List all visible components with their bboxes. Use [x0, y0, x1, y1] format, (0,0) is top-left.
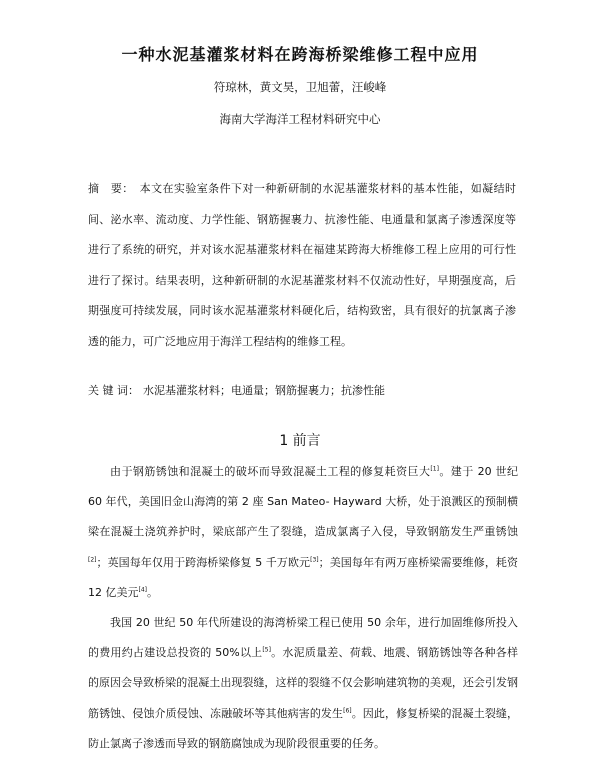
paragraph-1 [88, 457, 518, 608]
citation-3: [3] [310, 555, 319, 563]
paragraph-1-text-c: ；英国每年仅用于跨海桥梁修复 5 千万欧元 [96, 555, 311, 569]
paragraph-1-text-e: 。 [147, 585, 158, 599]
keywords-text: 水泥基灌浆材料；电通量；钢筋握裹力；抗渗性能 [143, 384, 385, 397]
abstract-label: 摘 要： [88, 182, 134, 195]
paragraph-1-text-a: 由于钢筋锈蚀和混凝土的破坏而导致混凝土工程的修复耗资巨大 [110, 465, 431, 478]
paragraph-2-text-b: 。水泥质量差、荷载、地震、钢筋锈蚀等各种各样的原因会导致桥梁的混凝土出现裂缝，这样的裂缝不仅会影响建筑物的美观，还会引发钢筋锈蚀、侵蚀介质侵蚀、冻融破坏等其他病害的发生 [88, 646, 519, 720]
paragraph-2 [88, 608, 518, 759]
affiliation: 海南大学海洋工程材料研究中心 [219, 112, 381, 126]
paragraph-2-text-c: 。因此，修复桥梁的混凝土裂缝，防止氯离子渗透而导致的钢筋腐蚀成为现阶段很重要的任务。 [88, 706, 519, 750]
abstract [88, 174, 516, 357]
citation-6: [6] [343, 706, 352, 714]
citation-1: [1] [430, 465, 439, 473]
section-heading: 1 前言 [279, 433, 321, 449]
section-body [88, 457, 518, 759]
keywords [88, 381, 518, 401]
keywords-label: 关 键 词： [88, 384, 139, 397]
paper-title: 一种水泥基灌浆材料在跨海桥梁维修工程中应用 [121, 45, 479, 64]
citation-2: [2] [88, 555, 97, 563]
paragraph-1-text-b: 。建于 20 世纪 60 年代，美国旧金山海湾的第 2 座 San Mateo- Hayward 大桥，处于浪溅区的预制横梁在混凝土浇筑养护时，梁底部产生了裂缝，造成氯离子入侵，导致钢筋发生严重锈蚀 [88, 465, 518, 539]
paragraph-1-text-d: ；美国每年有两万座桥梁需要维修，耗资 12 亿美元 [88, 555, 519, 599]
author-list: 符琼林，黄文昊，卫旭蕾，汪峻峰 [213, 80, 387, 94]
paragraph-2-text-a: 我国 20 世纪 50 年代所建设的海湾桥梁工程已使用 50 余年，进行加固维修所投入的费用约占建设总投资的 50%以上 [88, 616, 518, 660]
abstract-text: 本文在实验室条件下对一种新研制的水泥基灌浆材料的基本性能，如凝结时间、泌水率、流动度、力学性能、钢筋握裹力、抗渗性能、电通量和氯离子渗透深度等进行了系统的研究，并对该水泥基灌浆材料在福建某跨海大桥维修工程上应用的可行性进行了探讨。结果表明，这种新研制的水泥基灌浆材料不仅流动性好，早期强度高，后期强度可持续发展，同时该水泥基灌浆材料硬化后，结构致密，具有很好的抗氯离子渗透的能力，可广泛地应用于海洋工程结构的维修工程。 [88, 182, 517, 348]
citation-5: [5] [262, 646, 271, 654]
citation-4: [4] [138, 586, 147, 594]
